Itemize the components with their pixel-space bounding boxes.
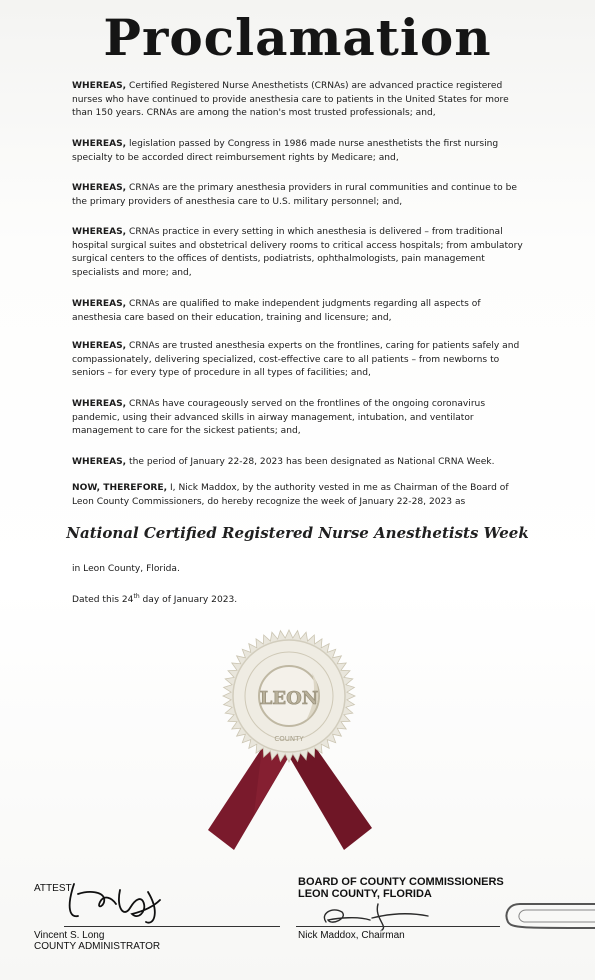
- attest-name: Vincent S. Long: [34, 930, 105, 941]
- attest-label: ATTEST: [34, 883, 72, 894]
- paragraph-4: [72, 226, 530, 280]
- paragraph-1: [72, 80, 530, 121]
- paragraph-lead: WHEREAS,: [72, 183, 127, 193]
- paragraph-text: CRNAs have courageously served on the frontlines of the ongoing coronavirus pandemic, using their advanced skills in airway management, intubation, and ventilator management to care for the sickest patients; and,: [72, 399, 486, 437]
- seal-center-text: LEON: [259, 688, 319, 709]
- binder-clip-icon: [500, 898, 595, 934]
- board-line-1: BOARD OF COUNTY COMMISSIONERS: [298, 876, 504, 888]
- ribbon-right: [284, 748, 372, 850]
- board-heading: [298, 876, 504, 900]
- paragraph-7: [72, 398, 530, 439]
- paragraph-6: [72, 340, 530, 381]
- dated-line: [72, 590, 530, 608]
- chairman-name: Nick Maddox, Chairman: [298, 930, 405, 941]
- document-title: Proclamation: [103, 8, 492, 67]
- paragraph-2: [72, 138, 530, 165]
- paragraph-lead: WHEREAS,: [72, 139, 127, 149]
- week-title: National Certified Registered Nurse Anesthetists Week: [66, 524, 529, 542]
- paragraph-text: CRNAs are qualified to make independent judgments regarding all aspects of anesthesia care based on their education, training and licensure; and,: [72, 299, 481, 323]
- paragraph-text: CRNAs are trusted anesthesia experts on the frontlines, caring for patients safely and compassionately, delivering specialized, cost-effective care to all patients – from newborns to seniors – for every type of procedure in all types of facilities; and,: [72, 341, 520, 379]
- paragraph-text: the period of January 22-28, 2023 has been designated as National CRNA Week.: [126, 457, 495, 467]
- paragraph-9: [72, 482, 530, 509]
- paragraph-text: Certified Registered Nurse Anesthetists (CRNAs) are advanced practice registered nurses who have continued to provide anesthesia care to patients in the United States for more than 150 years. CRNAs are among the nation's most trusted professionals; and,: [72, 81, 509, 119]
- paragraph-lead: WHEREAS,: [72, 81, 127, 91]
- paragraph-lead: WHEREAS,: [72, 457, 127, 467]
- attest-signature-line: [64, 926, 280, 927]
- paragraph-8: [72, 456, 530, 470]
- paragraph-lead: WHEREAS,: [72, 341, 127, 351]
- paragraph-5: [72, 298, 530, 325]
- paragraph-lead: NOW, THEREFORE,: [72, 483, 168, 493]
- paragraph-lead: WHEREAS,: [72, 399, 127, 409]
- paragraph-text: CRNAs practice in every setting in which anesthesia is delivered – from traditional hospital surgical suites and obstetrical delivery rooms to critical access hospitals; from ambulatory surgical centers to the offices of dentists, podiatrists, ophthalmologists, pain management specialists and more; and,: [72, 227, 523, 278]
- paragraph-3: [72, 182, 530, 209]
- board-line-2: LEON COUNTY, FLORIDA: [298, 888, 432, 900]
- seal-ring-text: COUNTY: [274, 735, 304, 743]
- seal-graphic: [194, 628, 384, 858]
- attest-title: COUNTY ADMINISTRATOR: [34, 941, 161, 952]
- dated-suffix: day of January 2023.: [139, 595, 238, 606]
- location-line: in Leon County, Florida.: [72, 564, 180, 574]
- paragraph-text: I, Nick Maddox, by the authority vested in me as Chairman of the Board of Leon County Commissioners, do hereby recognize the week of January 22-28, 2023 as: [72, 483, 509, 507]
- paragraph-text: CRNAs are the primary anesthesia providers in rural communities and continue to be the primary providers of anesthesia care to U.S. military personnel; and,: [72, 183, 517, 207]
- paragraph-lead: WHEREAS,: [72, 227, 127, 237]
- paragraph-text: legislation passed by Congress in 1986 made nurse anesthetists the first nursing specialty to be accorded direct reimbursement rights by Medicare; and,: [72, 139, 499, 163]
- paragraph-lead: WHEREAS,: [72, 299, 127, 309]
- county-seal: [194, 628, 384, 858]
- dated-prefix: Dated this 24: [72, 595, 134, 606]
- attest-signature: [60, 868, 180, 930]
- dated-superscript: th: [133, 593, 140, 600]
- chairman-signature-line: [296, 926, 500, 927]
